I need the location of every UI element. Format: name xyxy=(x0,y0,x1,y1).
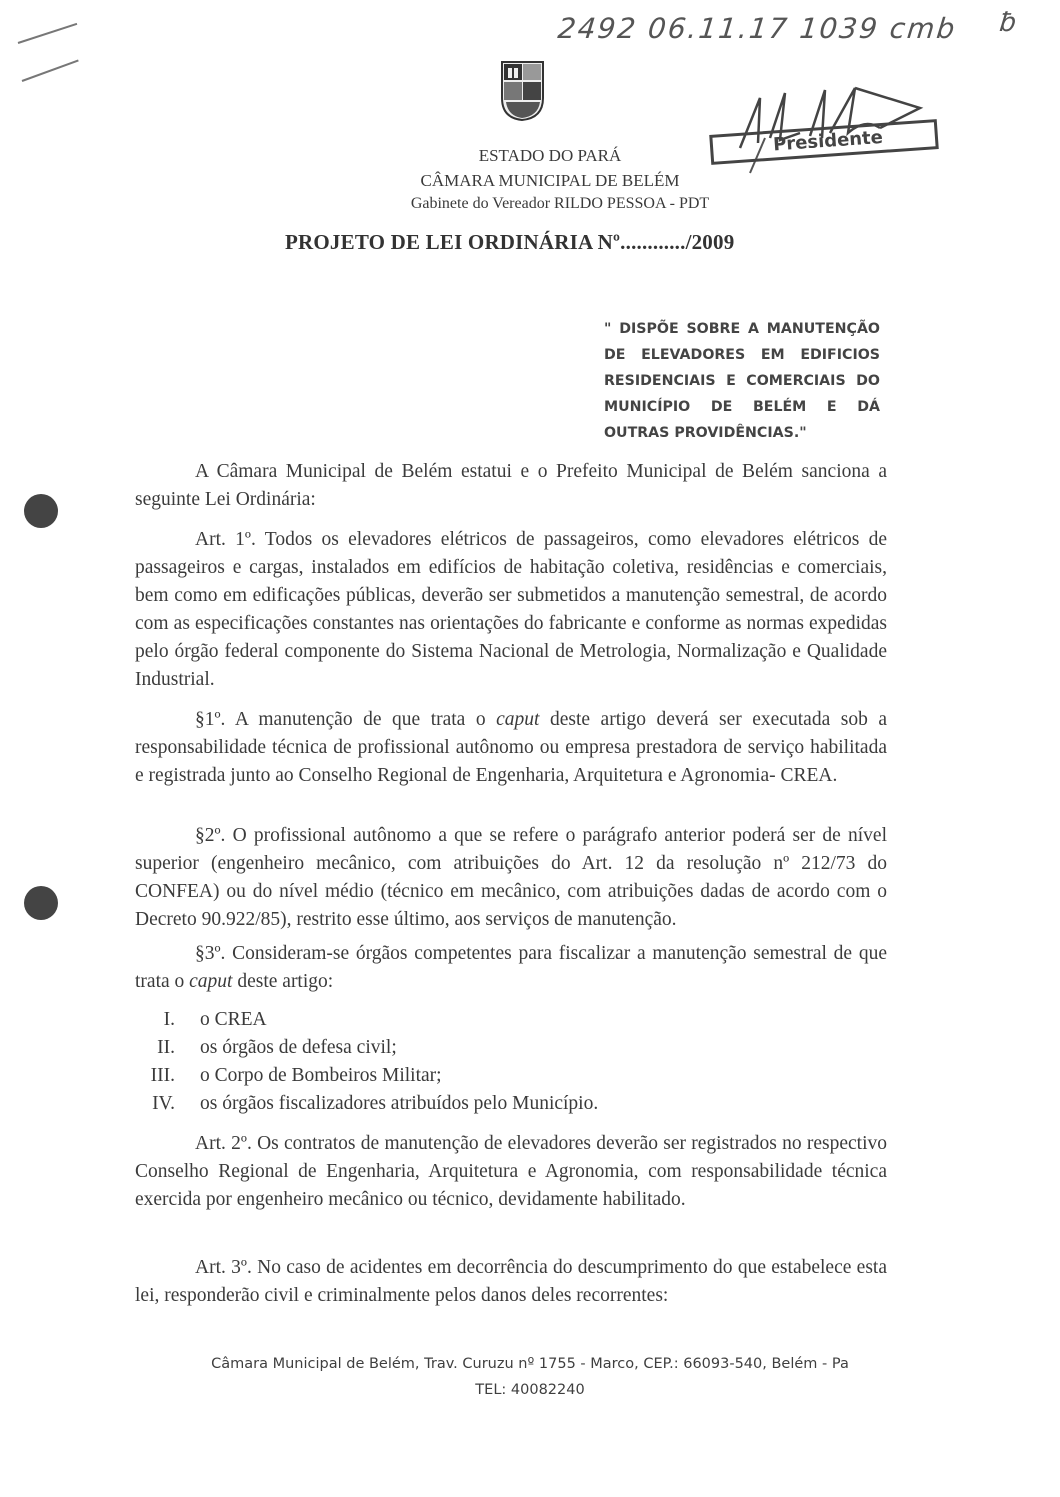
header-state: ESTADO DO PARÁ xyxy=(478,146,622,165)
paragraph-2: §2º. O profissional autônomo a que se refere o parágrafo anterior poderá ser de nível superior (engenheiro mecânico, com atribuições do Art. 12 da resolução nº 212/73 do CONFEA) ou do nível médio (técnico em mecânico, com atribuições dadas de acordo com o Decreto 90.922/85), restrito esse último, aos serviços de manutenção. xyxy=(135,825,887,930)
list-item: I. o CREA xyxy=(163,1009,267,1030)
ementa xyxy=(604,316,880,446)
footer-address: Câmara Municipal de Belém, Trav. Curuzu nº 1755 - Marco, CEP.: 66093-540, Belém - Pa xyxy=(211,1356,849,1372)
ementa-line: " DISPÕE SOBRE A MANUTENÇÃO xyxy=(604,321,880,337)
ementa-line: DE ELEVADORES EM EDIFICIOS xyxy=(604,347,880,363)
coat-of-arms-icon xyxy=(500,60,545,122)
list-item: III. o Corpo de Bombeiros Militar; xyxy=(150,1065,442,1086)
footer-phone: TEL: 40082240 xyxy=(475,1382,585,1398)
handwritten-initials: ƀ xyxy=(998,8,1021,38)
punch-hole xyxy=(24,886,58,920)
list-item: II. os órgãos de defesa civil; xyxy=(157,1037,397,1058)
pen-mark xyxy=(18,23,78,44)
president-stamp: Presidente xyxy=(709,119,939,165)
preamble: A Câmara Municipal de Belém estatui e o Prefeito Municipal de Belém sanciona a seguinte Lei Ordinária: xyxy=(135,461,887,510)
paragraph-3: §3º. Consideram-se órgãos competentes para fiscalizar a manutenção semestral de que trata o caput deste artigo: xyxy=(135,943,887,992)
paragraph-1: §1º. A manutenção de que trata o caput deste artigo deverá ser executada sob a responsabilidade técnica de profissional autônomo ou empresa prestadora de serviço habilitada e registrada junto ao Conselho Regional de Engenharia, Arquitetura e Agronomia- CREA. xyxy=(135,709,887,786)
pen-mark xyxy=(22,60,79,82)
article-1: Art. 1º. Todos os elevadores elétricos de passageiros, como elevadores elétricos de passageiros e cargas, instalados em edifícios de habitação coletiva, residências e comerciais, bem como em edificações públicas, deverão ser submetidos a manutenção semestral, de acordo com as especificações constantes nas orientações do fabricante e conforme as normas expedidas pelo órgão federal componente do Sistema Nacional de Metrologia, Normalização e Qualidade Industrial. xyxy=(135,529,887,690)
header-chamber: CÂMARA MUNICIPAL DE BELÉM xyxy=(420,171,680,190)
protocol-annotation: 2492 06.11.17 1039 cmb xyxy=(556,12,959,45)
punch-hole xyxy=(24,494,58,528)
ementa-line: RESIDENCIAIS E COMERCIAIS DO xyxy=(604,373,880,389)
list-item: IV. os órgãos fiscalizadores atribuídos pelo Município. xyxy=(152,1093,599,1114)
ementa-line: OUTRAS PROVIDÊNCIAS." xyxy=(604,425,807,441)
header-office: Gabinete do Vereador RILDO PESSOA - PDT xyxy=(410,195,710,212)
ementa-line: MUNICÍPIO DE BELÉM E DÁ xyxy=(604,399,880,415)
article-2: Art. 2º. Os contratos de manutenção de elevadores deverão ser registrados no respectivo Conselho Regional de Engenharia, Arquitetura e Agronomia, com responsabilidade técnica exercida por engenheiro mecânico ou técnico, devidamente habilitado. xyxy=(135,1133,887,1210)
competent-bodies-list xyxy=(135,1006,598,1118)
article-3: Art. 3º. No caso de acidentes em decorrência do descumprimento do que estabelece esta lei, responderão civil e criminalmente pelos danos deles recorrentes: xyxy=(135,1257,887,1306)
document-title: PROJETO DE LEI ORDINÁRIA Nº............/2009 xyxy=(285,230,735,254)
